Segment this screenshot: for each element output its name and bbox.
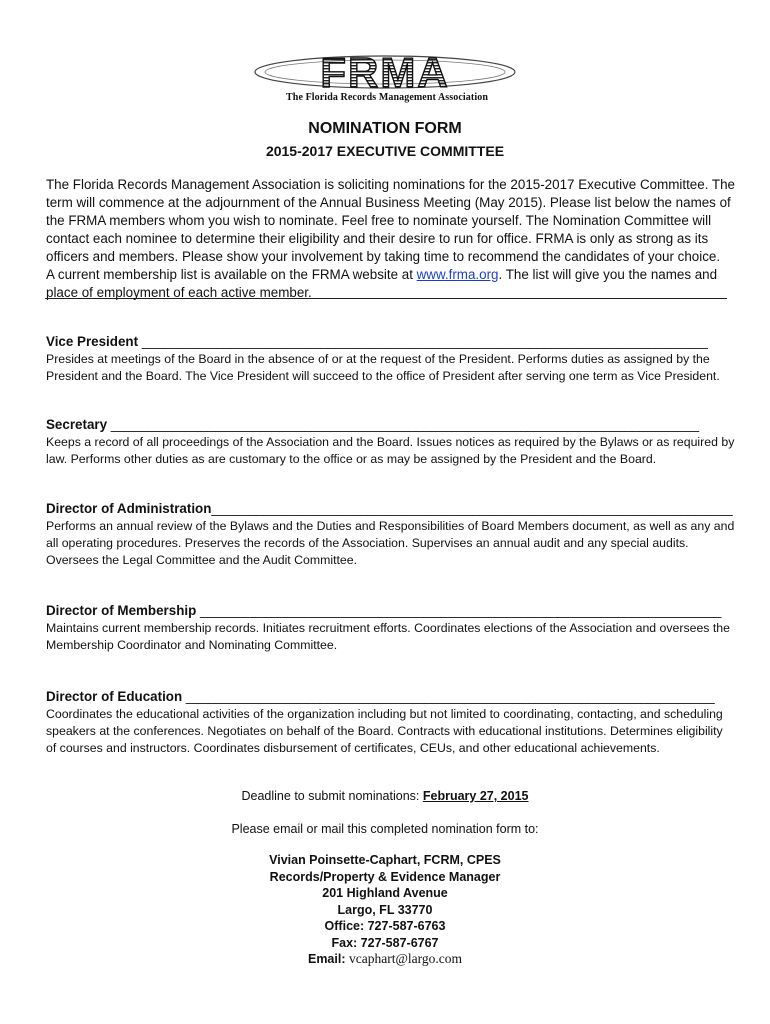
nominee-blank-line[interactable]: ______________________________________________________________________ bbox=[211, 501, 733, 516]
nominee-blank-line[interactable]: _______________________________________________________________________ bbox=[185, 689, 715, 704]
position-description: Maintains current membership records. Initiates recruitment efforts. Coordinates elections of the Association and oversees the Membership Coordinator and Nominating Committee. bbox=[46, 621, 730, 652]
contact-city: Largo, FL 33770 bbox=[337, 902, 433, 917]
svg-text:FRMA: FRMA bbox=[320, 50, 450, 96]
position-director-of-administration bbox=[46, 501, 736, 569]
frma-logo-graphic bbox=[250, 50, 520, 98]
position-heading bbox=[46, 603, 736, 619]
deadline-date: February 27, 2015 bbox=[422, 789, 529, 803]
contact-street: 201 Highland Avenue bbox=[322, 886, 448, 900]
position-title: Vice President bbox=[46, 334, 139, 349]
position-director-of-education bbox=[46, 689, 736, 757]
contact-name: Vivian Poinsette-Caphart, FCRM, CPES bbox=[269, 853, 501, 867]
nominee-blank-line[interactable]: ____________________________________________________________________________ bbox=[141, 334, 708, 349]
intro-paragraph-2-end: . The list will give you the names and place of employment of each active member. bbox=[46, 267, 718, 300]
divider-line bbox=[45, 298, 727, 299]
form-subtitle: 2015-2017 EXECUTIVE COMMITTEE bbox=[265, 143, 505, 159]
deadline-label: Deadline to submit nominations: bbox=[241, 789, 423, 803]
nominee-blank-line[interactable]: ______________________________________________________________________ bbox=[200, 603, 722, 618]
form-title: NOMINATION FORM bbox=[308, 120, 462, 137]
contact-office-phone: Office: 727-587-6763 bbox=[324, 919, 446, 933]
position-title: Secretary bbox=[46, 417, 108, 432]
position-heading bbox=[46, 689, 736, 705]
position-title: Director of Education bbox=[46, 689, 183, 704]
position-title: Director of Membership bbox=[46, 603, 197, 618]
position-secretary bbox=[46, 417, 736, 468]
position-title: Director of Administration bbox=[46, 501, 212, 516]
contact-block bbox=[0, 852, 770, 968]
mail-instructions: Please email or mail this completed nomination form to: bbox=[231, 822, 539, 836]
contact-email[interactable]: vcaphart@largo.com bbox=[348, 951, 463, 966]
contact-email-line bbox=[0, 951, 770, 968]
contact-fax: Fax: 727-587-6767 bbox=[331, 935, 439, 950]
position-director-of-membership bbox=[46, 603, 736, 654]
position-description: Performs an annual review of the Bylaws and the Duties and Responsibilities of Board Members document, as well as any and all operating procedures. Preserves the records of the Association. Supervises an annual audit and any special audits. Oversees the Legal Committee and the Audit Committee. bbox=[46, 519, 735, 567]
logo-subtitle: The Florida Records Management Association bbox=[286, 92, 488, 103]
position-vice-president bbox=[46, 334, 736, 385]
intro-paragraph-2-start: A current membership list is available on the FRMA website at bbox=[46, 267, 417, 282]
position-heading bbox=[46, 417, 736, 433]
frma-website-link[interactable]: www.frma.org bbox=[416, 267, 499, 282]
email-label: Email: bbox=[307, 952, 349, 966]
frma-logo bbox=[250, 50, 520, 112]
deadline-line bbox=[0, 789, 770, 803]
position-description: Presides at meetings of the Board in the absence of or at the request of the President. Performs duties as assigned by the President and the Board. The Vice President will succeed to the office of President after serving one term as Vice President. bbox=[46, 352, 720, 383]
position-description: Keeps a record of all proceedings of the Association and the Board. Issues notices as required by the Bylaws or as required by law. Performs other duties as are customary to the office or as may be assigned by the President and the Board. bbox=[46, 435, 735, 466]
position-heading bbox=[46, 334, 736, 350]
intro-text bbox=[46, 176, 736, 302]
position-heading bbox=[46, 501, 736, 517]
nominee-blank-line[interactable]: _______________________________________________________________________________ bbox=[110, 417, 700, 432]
contact-title: Records/Property & Evidence Manager bbox=[269, 869, 501, 884]
intro-paragraph-2 bbox=[46, 266, 736, 302]
intro-paragraph-1: The Florida Records Management Association is soliciting nominations for the 2015-2017 Executive Committee. The term will commence at the adjournment of the Annual Business Meeting (May 2015). Please list below the names of the FRMA members whom you wish to nominate. Feel free to nominate yourself. The Nomination Committee will contact each nominee to determine their eligibility and their desire to run for office. FRMA is only as strong as its officers and members. Please show your involvement by taking time to recommend the candidates of your choice. bbox=[46, 177, 735, 264]
position-description: Coordinates the educational activities of the organization including but not limited to coordinating, contacting, and scheduling speakers at the conferences. Negotiates on behalf of the Board. Contracts with educational institutions. Determines eligibility of courses and instructors. Coordinates disbursement of certificates, CEUs, and other educational achievements. bbox=[46, 707, 723, 755]
